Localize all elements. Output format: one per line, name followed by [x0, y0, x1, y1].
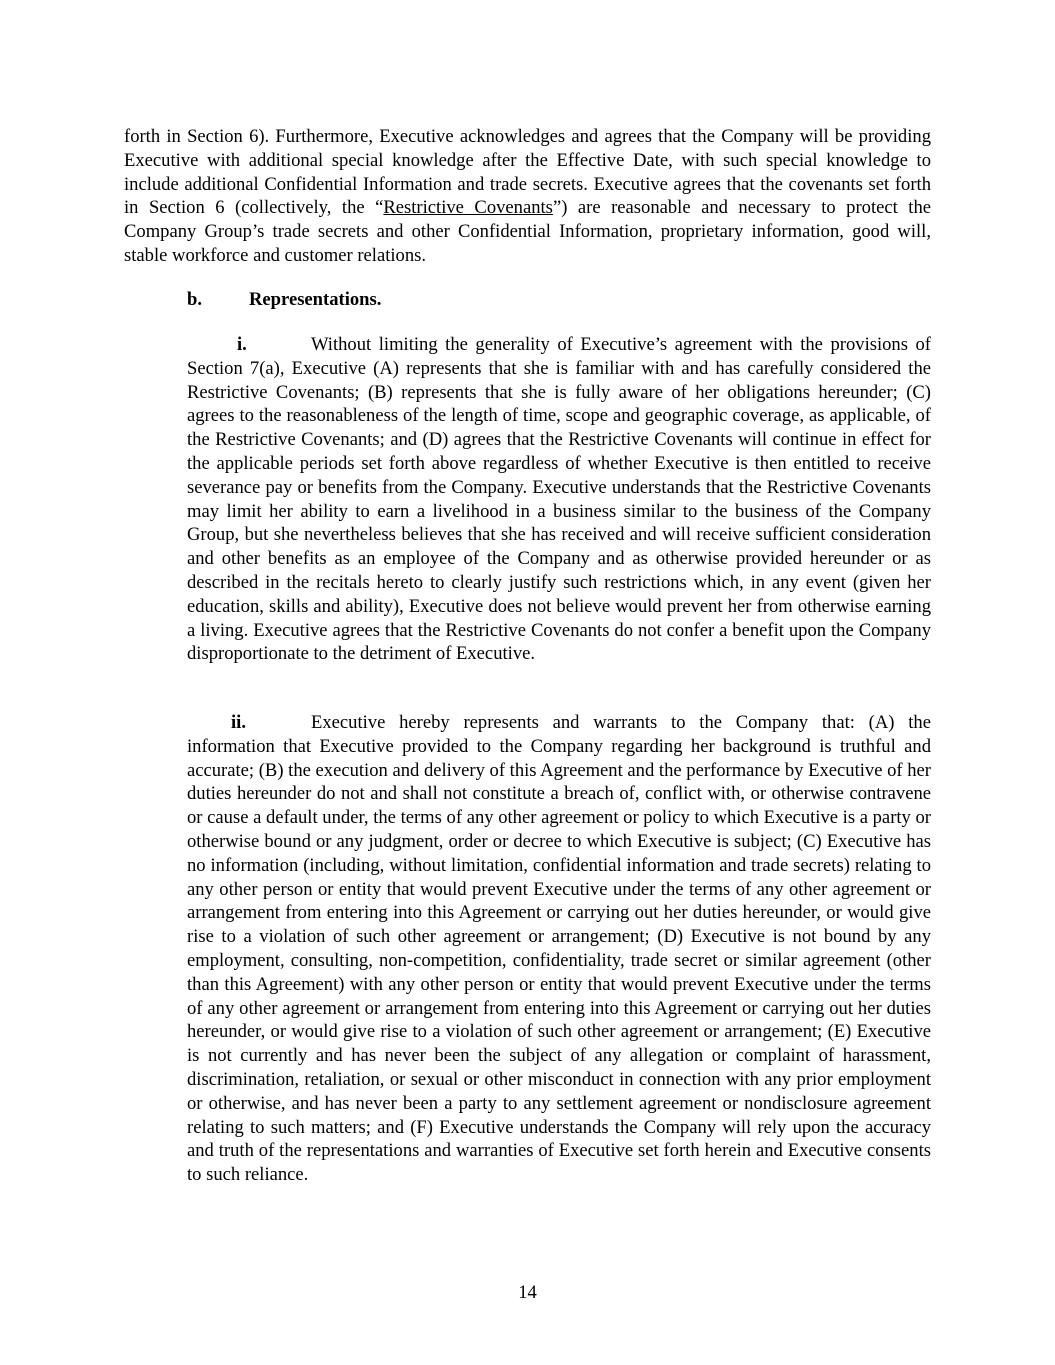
paragraph-text-before: forth in Section 6). Furthermore, Executive acknowledges and agrees that the Company will be providing Executive with additional special knowledge after the Effective Date, with such special knowledge to include additional Confidential Information and trade secrets. Executive agrees that the covenants set forth in Section 6 (collectively, the “	[124, 126, 931, 219]
page-number: 14	[518, 1282, 537, 1303]
subsection-number-ii: ii.	[231, 712, 246, 733]
section-title: Representations.	[249, 289, 382, 310]
paragraph-restrictive-covenants	[124, 125, 931, 268]
paragraph-text-after: ”) are reasonable and necessary to protect the Company Group’s trade secrets and other Confidential Information, proprietary information, good will, stable workforce and customer relations.	[124, 197, 932, 266]
subsection-i	[187, 333, 931, 666]
section-heading-representations	[187, 288, 381, 312]
section-letter: b.	[187, 289, 202, 310]
subsection-ii-text: Executive hereby represents and warrants to the Company that: (A) the information that Executive provided to the Company regarding her background is truthful and accurate; (B) the execution and delivery of this Agreement and the performance by Executive of her duties hereunder do not and shall not constitute a breach of, conflict with, or otherwise contravene or cause a default under, the terms of any other agreement or policy to which Executive is a party or otherwise bound or any judgment, order or decree to which Executive is subject; (C) Executive has no information (including, without limitation, confidential information and trade secrets) relating to any other person or entity that would prevent Executive under the terms of any other agreement or arrangement from entering into this Agreement or carrying out her duties hereunder, or would give rise to a violation of such other agreement or arrangement; (D) Executive is not bound by any employment, consulting, non-competition, confidentiality, trade secret or similar agreement (other than this Agreement) with any other person or entity that would prevent Executive under the terms of any other agreement or arrangement from entering into this Agreement or carrying out her duties hereunder, or would give rise to a violation of such other agreement or arrangement; (E) Executive is not currently and has never been the subject of any allegation or complaint of harassment, discrimination, retaliation, or sexual or other misconduct in connection with any prior employment or otherwise, and has never been a party to any settlement agreement or nondisclosure agreement relating to such matters; and (F) Executive understands the Company will rely upon the accuracy and truth of the representations and warranties of Executive set forth herein and Executive consents to such reliance.	[187, 712, 931, 1186]
subsection-ii	[187, 711, 931, 1187]
subsection-number-i: i.	[237, 334, 247, 355]
defined-term-restrictive-covenants: Restrictive Covenants	[383, 197, 553, 219]
subsection-i-text: Without limiting the generality of Executive’s agreement with the provisions of Section 7(a), Executive (A) represents that she is familiar with and has carefully considered the Restrictive Covenants; (B) represents that she is fully aware of her obligations hereunder; (C) agrees to the reasonableness of the length of time, scope and geographic coverage, as applicable, of the Restrictive Covenants; and (D) agrees that the Restrictive Covenants will continue in effect for the applicable periods set forth above regardless of whether Executive is then entitled to receive severance pay or benefits from the Company. Executive understands that the Restrictive Covenants may limit her ability to earn a livelihood in a business similar to the business of the Company Group, but she nevertheless believes that she has received and will receive sufficient consideration and other benefits as an employee of the Company and as otherwise provided hereunder or as described in the recitals hereto to clearly justify such restrictions which, in any event (given her education, skills and ability), Executive does not believe would prevent her from otherwise earning a living. Executive agrees that the Restrictive Covenants do not confer a benefit upon the Company disproportionate to the detriment of Executive.	[187, 334, 931, 665]
